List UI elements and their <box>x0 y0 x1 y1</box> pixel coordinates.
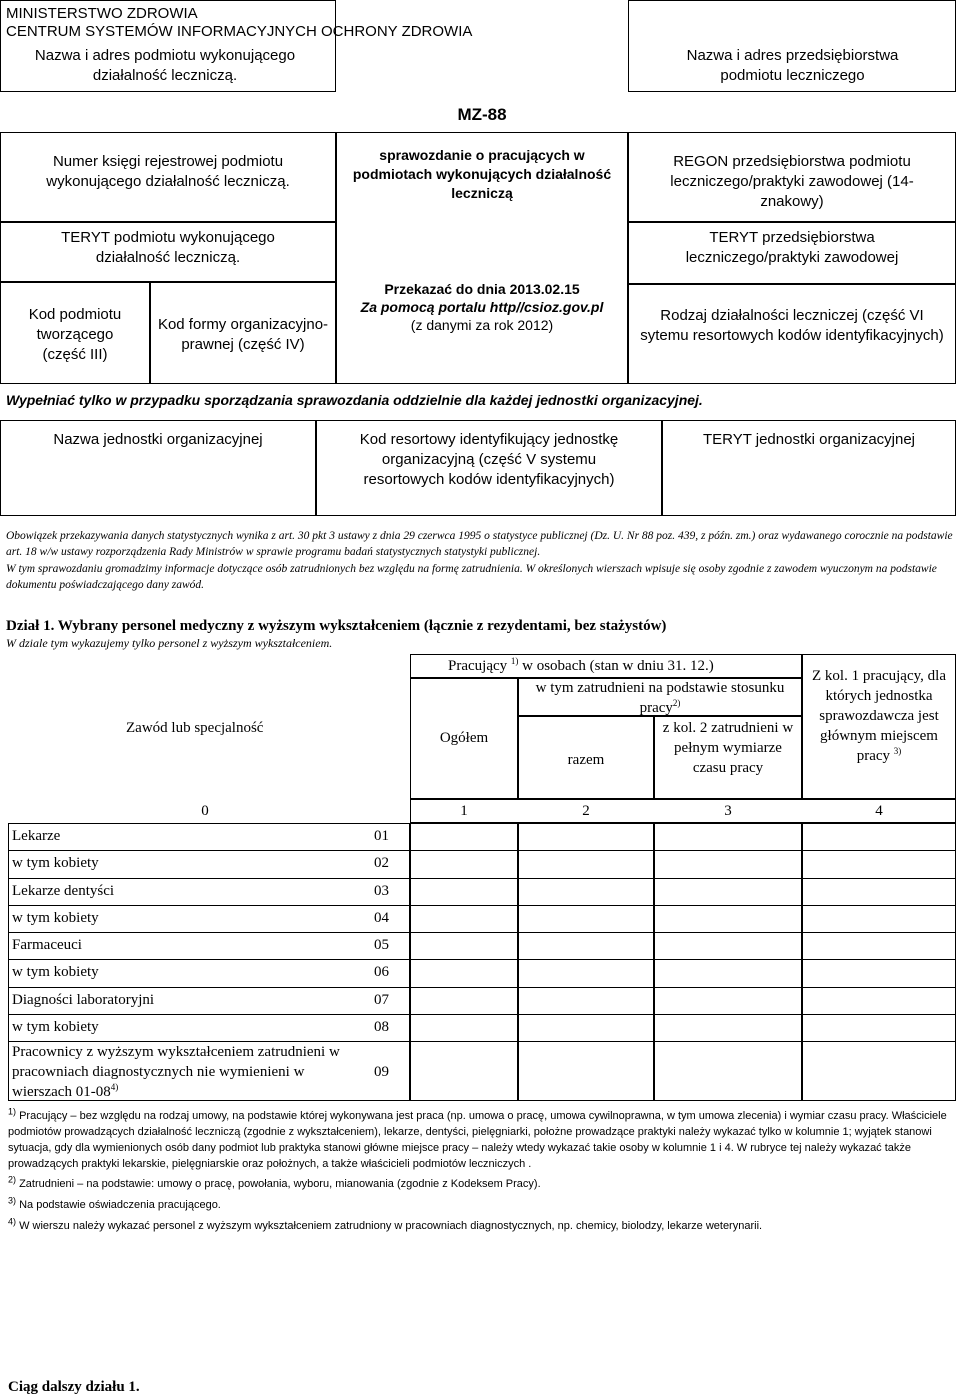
row-input-col2[interactable] <box>518 878 654 906</box>
activity-type-label: Rodzaj działalności leczniczej (część VI sytemu resortowych kodów identyfikacyjnych) <box>640 307 944 344</box>
row-input-col1[interactable] <box>410 878 518 906</box>
row-09-col2[interactable] <box>518 1041 654 1101</box>
legal-note-1: Obowiązek przekazywania danych statystycznych wynika z art. 30 pkt 3 ustawy z dnia 29 czerwca 1995 o statystyce publicznej (Dz. U. Nr 88 poz. 439, z późn. zm.) oraz wydawanego corocznie na podstawie art. 18 w/w ustawy rozporządzenia Rady Ministrów w sprawie programu badań statystycznych statystyki publicznej. <box>6 530 953 558</box>
profession-header: Zawód lub specjalność <box>126 720 264 736</box>
row-code: 08 <box>374 1018 389 1035</box>
row-input-col3[interactable] <box>654 959 802 987</box>
row-09-col3[interactable] <box>654 1041 802 1101</box>
report-title: sprawozdanie o pracujących w podmiotach wykonujących działalność leczniczą <box>352 147 612 201</box>
colnum-1: 1 <box>460 803 468 819</box>
row-label: Farmaceuci <box>12 937 82 953</box>
row-09-code: 09 <box>374 1064 389 1080</box>
row-code: 07 <box>374 991 389 1008</box>
row-input-col4[interactable] <box>802 1014 956 1042</box>
row-input-col2[interactable] <box>518 905 654 933</box>
row-code: 01 <box>374 828 389 844</box>
colnum-3: 3 <box>724 803 732 819</box>
sum-header: razem <box>567 752 605 768</box>
continuation-note: Ciąg dalszy działu 1. <box>8 1379 140 1395</box>
row-input-col3[interactable] <box>654 987 802 1015</box>
primary-header: Z kol. 1 pracujący, dla których jednostka sprawozdawcza jest głównym miejscem pracy $^{3)}$ <box>812 668 946 764</box>
row-label: w tym kobiety <box>12 909 99 926</box>
row-09-col1[interactable] <box>410 1041 518 1101</box>
row-input-col2[interactable] <box>518 987 654 1015</box>
row-label: w tym kobiety <box>12 964 99 981</box>
teryt-entity-label: TERYT podmiotu wykonującego działalność leczniczą. <box>61 229 275 266</box>
row-input-col1[interactable] <box>410 932 518 960</box>
row-input-col4[interactable] <box>802 959 956 987</box>
registry-label: Numer księgi rejestrowej podmiotu wykonującego działalność leczniczą. <box>46 153 290 190</box>
section-title: Dział 1. Wybrany personel medyczny z wyższym wykształceniem (łącznie z rezydentami, bez stażystów) <box>6 618 667 634</box>
row-input-col3[interactable] <box>654 850 802 878</box>
row-label: Lekarze <box>12 828 61 844</box>
colnum-0: 0 <box>201 803 209 819</box>
row-input-col3[interactable] <box>654 1014 802 1042</box>
portal-text: Za pomocą portalu http//csioz.gov.pl <box>360 299 604 315</box>
row-09-label: Pracownicy z wyższym wykształceniem zatrudnieni w pracowniach diagnostycznych nie wymienieni w wierszach 01-08$^{4)}$ <box>12 1044 340 1100</box>
footnote-4: $^{4)}$ W wierszu należy wykazać personel z wyższym wykształceniem zatrudniony w pracowniach diagnostycznych, np. chemicy, biolodzy, lekarze weterynarii. <box>8 1216 763 1232</box>
unit-name-label: Nazwa jednostki organizacyjnej <box>53 431 263 448</box>
row-input-col4[interactable] <box>802 823 956 851</box>
row-input-col2[interactable] <box>518 823 654 851</box>
legal-note-2: W tym sprawozdaniu gromadzimy informacje dotyczące osób zatrudnionych bez względu na formę zatrudnienia. W określonych wierszach wpisuje się osoby zgodnie z zawodem wyuczonym na podstawie dokumentu poświadczającego dany zawód. <box>6 563 937 591</box>
row-label-cell <box>8 823 410 851</box>
row-input-col1[interactable] <box>410 823 518 851</box>
footnote-3: $^{3)}$ Na podstawie oświadczenia pracującego. <box>8 1195 221 1211</box>
ministry-name: MINISTERSTWO ZDROWIA <box>6 5 198 22</box>
row-09-col4[interactable] <box>802 1041 956 1101</box>
colnum-2: 2 <box>582 803 590 819</box>
founder-code-label: Kod podmiotu tworzącego (część III) <box>28 306 122 363</box>
colnum-4: 4 <box>875 803 883 819</box>
row-label: Diagności laboratoryjni <box>12 991 155 1008</box>
row-label: w tym kobiety <box>12 855 99 872</box>
row-label: Lekarze dentyści <box>12 882 115 899</box>
entity-name-label: Nazwa i adres podmiotu wykonującego działalność leczniczą. <box>34 47 296 84</box>
row-input-col3[interactable] <box>654 878 802 906</box>
row-input-col1[interactable] <box>410 959 518 987</box>
regon-label: REGON przedsiębiorstwa podmiotu leczniczego/praktyki zawodowej (14-znakowy) <box>670 153 914 210</box>
working-header: Pracujący $^{1)}$ w osobach (stan w dniu 31. 12.) <box>448 656 714 674</box>
total-header: Ogółem <box>439 730 489 746</box>
row-input-col2[interactable] <box>518 959 654 987</box>
row-input-col2[interactable] <box>518 850 654 878</box>
row-code: 04 <box>374 909 389 926</box>
row-input-col4[interactable] <box>802 850 956 878</box>
legal-form-label: Kod formy organizacyjno-prawnej (część IV) <box>157 316 329 353</box>
teryt-enterprise-label: TERYT przedsiębiorstwa leczniczego/praktyki zawodowej <box>685 229 899 266</box>
row-input-col4[interactable] <box>802 878 956 906</box>
row-input-col3[interactable] <box>654 932 802 960</box>
fill-note: Wypełniać tylko w przypadku sporządzania sprawozdania oddzielnie dla każdej jednostki organizacyjnej. <box>6 392 703 408</box>
unit-code-label: Kod resortowy identyfikujący jednostkę organizacyjną (część V systemu resortowych kodów identyfikacyjnych) <box>359 431 619 488</box>
unit-teryt-label: TERYT jednostki organizacyjnej <box>702 431 916 448</box>
deadline-text: Przekazać do dnia 2013.02.15 <box>384 281 580 297</box>
row-input-col1[interactable] <box>410 850 518 878</box>
row-input-col1[interactable] <box>410 1014 518 1042</box>
row-code: 03 <box>374 882 389 899</box>
row-input-col1[interactable] <box>410 987 518 1015</box>
footnote-1: $^{1)}$ Pracujący – bez względu na rodzaj umowy, na podstawie której wykonywana jest praca (np. umowa o pracę, umowa cywilnoprawna, w tym umowa zlecenia) i wymiar czasu pracy. Właściciele podmiotów prowadzących działalność leczniczą (zgodnie z wykształceniem), lekarze, dentyści, pielęgniarki, położne prowadzące praktyki należy wykazać tylko w kolumnie 1; wyjątek stanowi sytuacja, gdy dla wymienionych osób dany podmiot lub praktyka stanowi główne miejsce pracy – należy wtedy wykazać takie osoby w kolumnie 1 i 4. W rubryce tej należy wykazać także prowadzących praktyki lekarskie, pielęgniarskie oraz położnych, a także właścicieli podmiotów leczniczych . <box>8 1106 947 1170</box>
row-label: w tym kobiety <box>12 1018 99 1035</box>
fulltime-header: z kol. 2 zatrudnieni w pełnym wymiarze czasu pracy <box>662 720 794 776</box>
row-input-col2[interactable] <box>518 1014 654 1042</box>
employed-header: w tym zatrudnieni na podstawie stosunku pracy$^{2)}$ <box>535 680 785 716</box>
center-name: CENTRUM SYSTEMÓW INFORMACYJNYCH OCHRONY ZDROWIA <box>6 23 473 40</box>
footnote-2: $^{2)}$ Zatrudnieni – na podstawie: umowy o pracę, powołania, wyboru, mianowania (zgodnie z Kodeksem Pracy). <box>8 1174 541 1190</box>
row-code: 02 <box>374 855 389 872</box>
enterprise-name-label: Nazwa i adres przedsiębiorstwa podmiotu leczniczego <box>686 47 899 84</box>
row-input-col4[interactable] <box>802 987 956 1015</box>
form-code: MZ-88 <box>457 105 507 124</box>
row-input-col1[interactable] <box>410 905 518 933</box>
row-input-col2[interactable] <box>518 932 654 960</box>
data-year-text: (z danymi za rok 2012) <box>410 317 554 333</box>
row-input-col3[interactable] <box>654 823 802 851</box>
row-input-col3[interactable] <box>654 905 802 933</box>
row-code: 06 <box>374 964 389 981</box>
row-input-col4[interactable] <box>802 932 956 960</box>
row-input-col4[interactable] <box>802 905 956 933</box>
row-code: 05 <box>374 937 389 953</box>
section-subtitle: W dziale tym wykazujemy tylko personel z wyższym wykształceniem. <box>6 636 333 650</box>
